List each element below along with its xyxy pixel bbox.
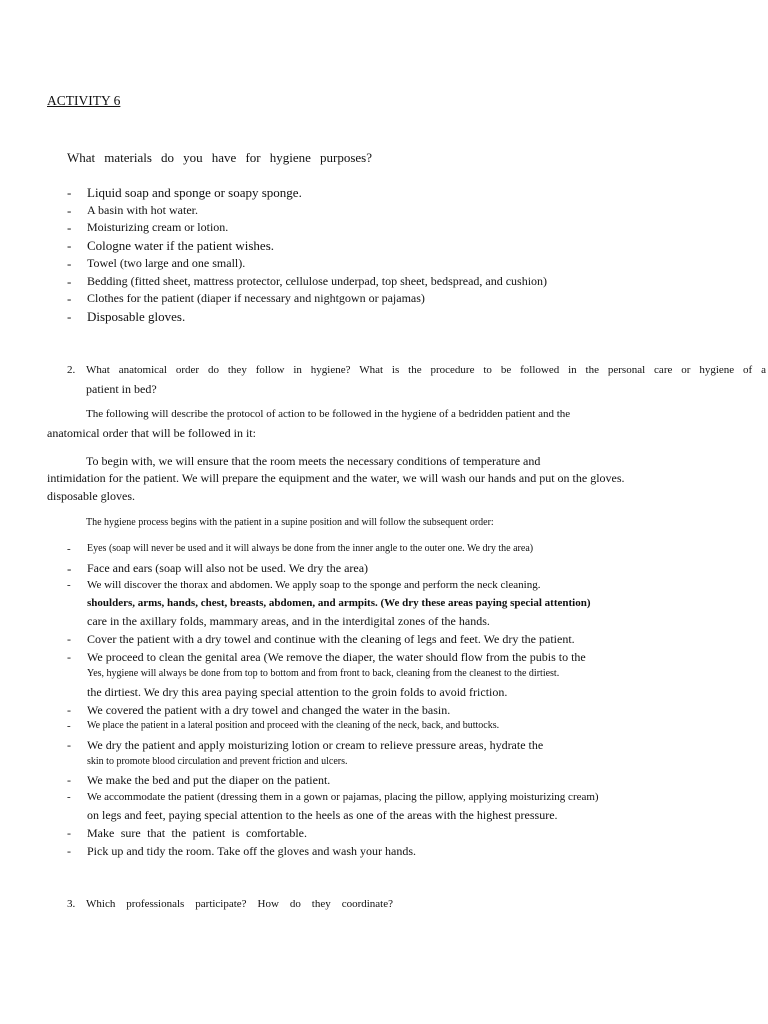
paragraph-line: intimidation for the patient. We will prepare the equipment and the water, we will wash our hands and put on the gloves. [47,471,625,485]
paragraph-line: anatomical order that will be followed in it: [47,426,256,440]
activity-title: ACTIVITY 6 [47,93,121,108]
list-item-cont: on legs and feet, paying special attention to the heels as one of the areas with the highest pressure. [87,808,558,822]
list-item-cont: the dirtiest. We dry this area paying special attention to the groin folds to avoid friction. [87,685,508,699]
paragraph-line: The following will describe the protocol of action to be followed in the hygiene of a bedridden patient and the [86,408,571,420]
list-item-cont: shoulders, arms, hands, chest, breasts, abdomen, and armpits. (We dry these areas paying special attention) [87,597,591,609]
list-item-cont: Yes, hygiene will always be done from top to bottom and from front to back, cleaning from the cleanest to the dirtiest. [87,668,560,679]
paragraph-line: The hygiene process begins with the patient in a supine position and will follow the subsequent order: [86,517,494,528]
question-2-number: 2. [67,364,76,376]
question-2-cont: patient in bed? [86,382,157,396]
question-2: What anatomical order do they follow in hygiene? What is the procedure to be followed in the personal care or hygiene of a [86,364,766,376]
paragraph-line: disposable gloves. [47,489,135,503]
question-3: Which professionals participate? How do they coordinate? [86,898,393,910]
list-item-cont: care in the axillary folds, mammary areas, and in the interdigital zones of the hands. [87,614,490,628]
question-3-number: 3. [67,898,76,910]
list-item-cont: skin to promote blood circulation and prevent friction and ulcers. [87,756,348,767]
paragraph-line: To begin with, we will ensure that the room meets the necessary conditions of temperature and [86,454,541,468]
question-1: What materials do you have for hygiene purposes? [67,150,372,165]
